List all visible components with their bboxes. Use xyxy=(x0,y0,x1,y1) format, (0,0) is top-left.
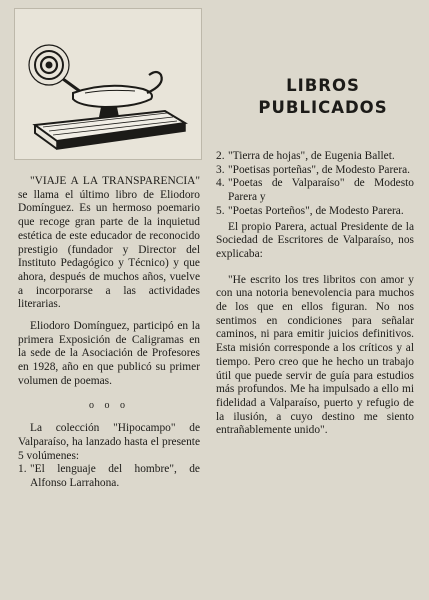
list-item xyxy=(216,177,414,204)
lamp-book-illustration xyxy=(14,8,202,160)
list-item xyxy=(216,150,414,164)
list-item-text: "El lenguaje del hombre", de Alfonso Larrahona. xyxy=(30,463,200,490)
list-item-text: "Tierra de hojas", de Eugenia Ballet. xyxy=(228,150,395,162)
book-list-part-2 xyxy=(216,150,414,219)
list-item-number: 4. xyxy=(216,177,225,190)
oil-lamp-on-book-icon xyxy=(15,9,201,159)
list-item xyxy=(18,463,200,490)
left-column xyxy=(18,175,200,491)
list-item-number: 2. xyxy=(216,150,225,162)
section-title xyxy=(238,75,408,119)
list-item-text: "Poetisas porteñas", de Modesto Parera. xyxy=(228,163,411,176)
list-item-number: 5. xyxy=(216,204,225,217)
paragraph-hipocampo: La colección "Hipocampo" de Valparaíso, ha lanzado hasta el presente 5 volúmenes: xyxy=(18,422,200,462)
right-column xyxy=(216,150,414,438)
paragraph-dominguez: Eliodoro Domínguez, participó en la primera Exposición de Caligramas en la sede de la Asociación de Profesores en 1928, año en que publicó su primer volumen de poemas. xyxy=(18,320,200,387)
list-item-number: 1. xyxy=(18,463,27,476)
separator: o o o xyxy=(89,399,129,411)
list-item-text: "Poetas de Valparaíso" de Modesto Parera y xyxy=(228,177,414,204)
title-line-2: PUBLICADOS xyxy=(258,98,388,117)
title-line-1: LIBROS xyxy=(286,76,360,95)
paragraph-viaje: "VIAJE A LA TRANSPARENCIA" se llama el último libro de Eliodoro Domínguez. Es un hermoso poemario que recoge gran parte de la inquietud estética de este educador de reconocido prestigio (fundador y Director del Instituto Pedagógico y Técnico) y que ahora, después de muchos años, vuelve a incorporarse a las actividades literarias. xyxy=(18,175,200,311)
list-item xyxy=(216,164,414,178)
list-item-text: "Poetas Porteños", de Modesto Parera. xyxy=(228,204,404,217)
list-item-number: 3. xyxy=(216,163,225,176)
paragraph-parera: El propio Parera, actual Presidente de la Sociedad de Escritores de Valparaíso, nos explicaba: xyxy=(216,220,414,260)
book-list-part-1 xyxy=(18,463,200,490)
quote-parera: "He escrito los tres libritos con amor y con una notoria benevolencia para muchos de los que en ellos figuran. No nos sentimos en condiciones para señalar caminos, ni para emitir juicios definitivos. Esta misión corresponde a los críticos y al tiempo. Pero creo que he hecho un trabajo útil que puede servir de guía para estudios más profundos. Me ha impulsado a ello mi fidelidad a Valparaíso, puerto y refugio de la ilusión, a cuyo destino me siento entrañablemente unido". xyxy=(216,273,414,437)
list-item xyxy=(216,205,414,219)
